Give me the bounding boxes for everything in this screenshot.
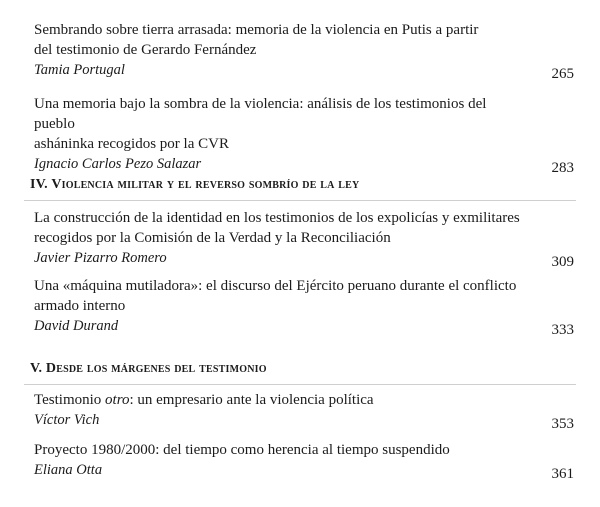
entry-title-line: del testimonio de Gerardo Fernández — [34, 42, 257, 58]
section-divider — [24, 384, 576, 385]
entry-page-number: 361 — [551, 466, 574, 482]
entry-title — [34, 276, 524, 316]
section-title: Desde los márgenes del testimonio — [45, 361, 267, 376]
section-number: IV. — [30, 177, 48, 192]
toc-entry[interactable] — [34, 276, 574, 336]
entry-author: Eliana Otta — [34, 462, 103, 478]
entry-author: Tamia Portugal — [34, 62, 125, 78]
entry-author-row — [34, 154, 574, 174]
entry-title — [34, 94, 524, 154]
section-heading-v — [30, 361, 267, 377]
entry-author-row — [34, 316, 574, 336]
entry-page-number: 283 — [551, 160, 574, 176]
entry-page-number: 309 — [551, 254, 574, 270]
entry-title — [34, 20, 524, 60]
entry-title-line: Una memoria bajo la sombra de la violencia: análisis de los testimonios del pueblo — [34, 96, 487, 132]
toc-entry[interactable] — [34, 440, 574, 480]
section-number: V. — [30, 361, 43, 376]
entry-title-line: recogidos por la Comisión de la Verdad y la Reconciliación — [34, 230, 391, 246]
entry-title — [34, 390, 524, 410]
entry-author-row — [34, 60, 574, 80]
section-heading-iv — [30, 177, 359, 193]
entry-author: David Durand — [34, 318, 119, 334]
toc-entry[interactable] — [34, 94, 574, 174]
entry-page-number: 333 — [551, 322, 574, 338]
entry-author: Javier Pizarro Romero — [34, 250, 167, 266]
entry-title-emphasis: otro — [105, 392, 130, 408]
entry-title-line: Una «máquina mutiladora»: el discurso del Ejército peruano durante el conflicto — [34, 278, 517, 294]
entry-title-line: asháninka recogidos por la CVR — [34, 136, 229, 152]
entry-author: Víctor Vich — [34, 412, 100, 428]
entry-author-row — [34, 248, 574, 268]
entry-title-line: Proyecto 1980/2000: del tiempo como herencia al tiempo suspendido — [34, 442, 450, 458]
entry-author-row — [34, 460, 574, 480]
toc-entry[interactable] — [34, 208, 574, 268]
entry-title-line: La construcción de la identidad en los testimonios de los expolicías y exmilitares — [34, 210, 520, 226]
section-title: Violencia militar y el reverso sombrío de la ley — [51, 177, 360, 192]
toc-entry[interactable] — [34, 20, 574, 80]
entry-title — [34, 208, 524, 248]
entry-title-line: Sembrando sobre tierra arrasada: memoria de la violencia en Putis a partir — [34, 22, 479, 38]
entry-page-number: 265 — [551, 66, 574, 82]
entry-title-rest: : un empresario ante la violencia política — [129, 392, 374, 408]
entry-title — [34, 440, 524, 460]
entry-title-prefix: Testimonio — [34, 392, 106, 408]
entry-title-line: armado interno — [34, 298, 126, 314]
toc-entry[interactable] — [34, 390, 574, 430]
entry-author-row — [34, 410, 574, 430]
entry-author: Ignacio Carlos Pezo Salazar — [34, 156, 202, 172]
section-divider — [24, 200, 576, 201]
entry-page-number: 353 — [551, 416, 574, 432]
